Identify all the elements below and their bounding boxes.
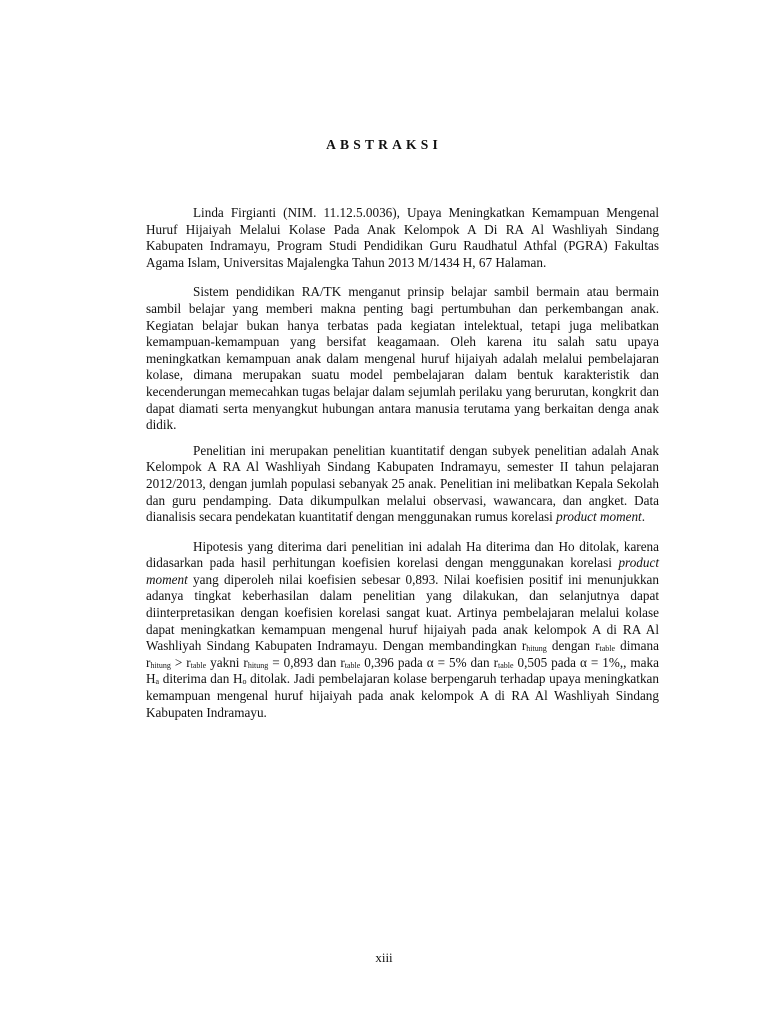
sub-o: o (242, 677, 247, 687)
method-emphasis: product moment (556, 509, 642, 525)
background-paragraph: Sistem pendidikan RA/TK menganut prinsip belajar sambil bermain atau bermain sambil belajar yang memberi makna penting bagi pertumbuhan dan perkembangan anak. Kegiatan belajar bukan hanya terbatas pada kegiatan intelektual, tetapi juga melibatkan kemampuan-kemampuan yang bersifat keagamaan. Oleh karena itu salah satu upaya meningkatkan kemampuan anak dalam mengenal huruf hijaiyah adalah melalui pembelajaran kolase, dimana merupakan suatu model pembelajaran dalam bentuk karakteristik dan kecenderungan memecahkan tugas belajar dalam sejumlah perilaku yang berurutan, kongkrit dan dapat diamati serta menyangkut hubungan antara manusia terutama yang berkaitan denga anak didik. (146, 284, 659, 433)
r-symbol: r (186, 654, 191, 670)
result-text-e: > (170, 654, 187, 670)
r-symbol: r (146, 654, 151, 670)
result-text-h: 0,396 pada α = 5% dan (360, 654, 494, 670)
sub-table: table (599, 644, 616, 654)
result-text-f: yakni (206, 654, 244, 670)
sub-table: table (497, 660, 514, 670)
method-text: Penelitian ini merupakan penelitian kuantitatif dengan subyek penelitian adalah Anak Kelompok A RA Al Washliyah Sindang Kabupaten Indramayu, semester II tahun pelajaran 2012/2013, dengan jumlah populasi sebanyak 25 anak. Penelitian ini melibatkan Kepala Sekolah dan guru pendamping. Data dikumpulkan melalui observasi, wawancara, dan angket. Data dianalisis secara pendekatan kuantitatif dengan menggunakan rumus korelasi (146, 442, 659, 525)
result-text-d: dimana (615, 638, 659, 654)
sub-hitung: hitung (150, 660, 171, 670)
citation-paragraph: Linda Firgianti (NIM. 11.12.5.0036), Upaya Meningkatkan Kemampuan Mengenal Huruf Hijaiyah Melalui Kolase Pada Anak Kelompok A Di RA Al Washliyah Sindang Kabupaten Indramayu, Program Studi Pendidikan Guru Raudhatul Athfal (PGRA) Fakultas Agama Islam, Universitas Majalengka Tahun 2013 M/1434 H, 67 Halaman. (146, 205, 659, 270)
page-number: xiii (375, 950, 393, 965)
sub-table: table (190, 660, 207, 670)
result-text-g: = 0,893 dan (268, 654, 341, 670)
method-paragraph (146, 443, 659, 526)
sub-a: a (155, 677, 160, 687)
result-text-c: dengan (546, 638, 596, 654)
r-symbol: r (243, 654, 248, 670)
method-end: . (641, 509, 646, 525)
result-paragraph (146, 539, 659, 722)
result-text-i: 0,505 pada α = 1%,, maka H (146, 654, 659, 687)
result-text-k: ditolak. Jadi pembelajaran kolase berpengaruh terhadap upaya meningkatkan kemampuan mengenal huruf hijaiyah pada anak kelompok A di RA Al Washliyah Sindang Kabupaten Indramayu. (146, 671, 659, 720)
page-title: ABSTRAKSI (326, 137, 442, 152)
r-symbol: r (521, 638, 527, 654)
sub-table: table (344, 660, 361, 670)
result-emphasis: product moment (146, 555, 659, 587)
abstract-body (146, 205, 659, 721)
sub-hitung: hitung (247, 660, 269, 670)
r-symbol: r (340, 654, 345, 670)
sub-hitung: hitung (526, 644, 547, 654)
r-symbol: r (595, 638, 600, 654)
result-text-a: Hipotesis yang diterima dari penelitian ini adalah Ha diterima dan Ho ditolak, karena didasarkan pada hasil perhitungan koefisien korelasi dengan menggunakan korelasi (146, 538, 659, 571)
result-text-j: diterima dan H (159, 671, 243, 687)
r-symbol: r (493, 654, 498, 670)
result-text-b: yang diperoleh nilai koefisien sebesar 0,893. Nilai koefisien positif ini menunjukkan adanya tingkat keberhasilan dalam penelitian yang dilakukan, dan selanjutnya dapat diinterpretasikan dengan koefisien korelasi sangat kuat. Artinya pembelajaran melalui kolase dapat meningkatkan kemampuan mengenal huruf hijaiyah pada anak kelompok A di RA Al Washliyah Sindang Kabupaten Indramayu. Dengan membandingkan (146, 571, 659, 654)
